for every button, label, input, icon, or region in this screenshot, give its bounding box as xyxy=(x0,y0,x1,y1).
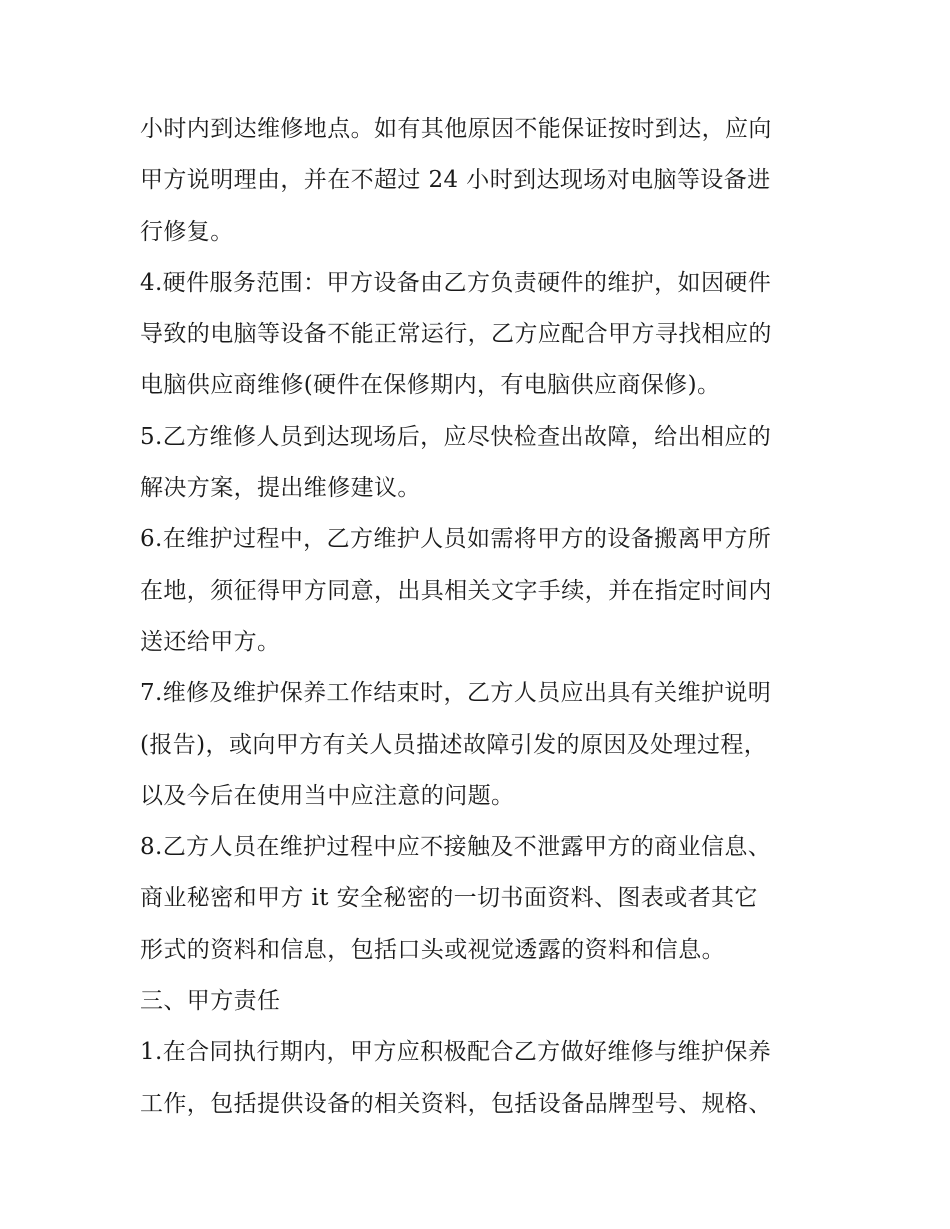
text-line: 4.硬件服务范围：甲方设备由乙方负责硬件的维护，如因硬件 xyxy=(140,269,772,296)
text-line: 工作，包括提供设备的相关资料，包括设备品牌型号、规格、 xyxy=(140,1090,772,1117)
text-line: 7.维修及维护保养工作结束时，乙方人员应出具有关维护说明 xyxy=(140,680,772,707)
text-line: 6.在维护过程中，乙方维护人员如需将甲方的设备搬离甲方所 xyxy=(140,526,772,553)
text-line: 1.在合同执行期内，甲方应积极配合乙方做好维修与维护保养 xyxy=(140,1039,772,1066)
text-line: 甲方说明理由，并在不超过 24 小时到达现场对电脑等设备进 xyxy=(140,167,771,194)
text-line: 送还给甲方。 xyxy=(140,628,281,655)
contract-body-text xyxy=(140,104,820,1130)
text-line: (报告)，或向甲方有关人员描述故障引发的原因及处理过程， xyxy=(140,731,768,758)
text-line: 电脑供应商维修(硬件在保修期内，有电脑供应商保修)。 xyxy=(140,372,721,399)
text-line: 以及今后在使用当中应注意的问题。 xyxy=(140,782,515,809)
text-line: 导致的电脑等设备不能正常运行，乙方应配合甲方寻找相应的 xyxy=(140,321,772,348)
text-line: 小时内到达维修地点。如有其他原因不能保证按时到达，应向 xyxy=(140,116,772,142)
text-line: 行修复。 xyxy=(140,218,234,245)
section-heading: 三、甲方责任 xyxy=(140,988,281,1015)
text-line: 商业秘密和甲方 it 安全秘密的一切书面资料、图表或者其它 xyxy=(140,885,758,912)
text-line: 在地，须征得甲方同意，出具相关文字手续，并在指定时间内 xyxy=(140,577,772,604)
text-line: 形式的资料和信息，包括口头或视觉透露的资料和信息。 xyxy=(140,936,725,963)
text-line: 解决方案，提出维修建议。 xyxy=(140,475,421,502)
text-line: 5.乙方维修人员到达现场后，应尽快检查出故障，给出相应的 xyxy=(140,423,772,450)
text-line: 8.乙方人员在维护过程中应不接触及不泄露甲方的商业信息、 xyxy=(140,834,772,861)
